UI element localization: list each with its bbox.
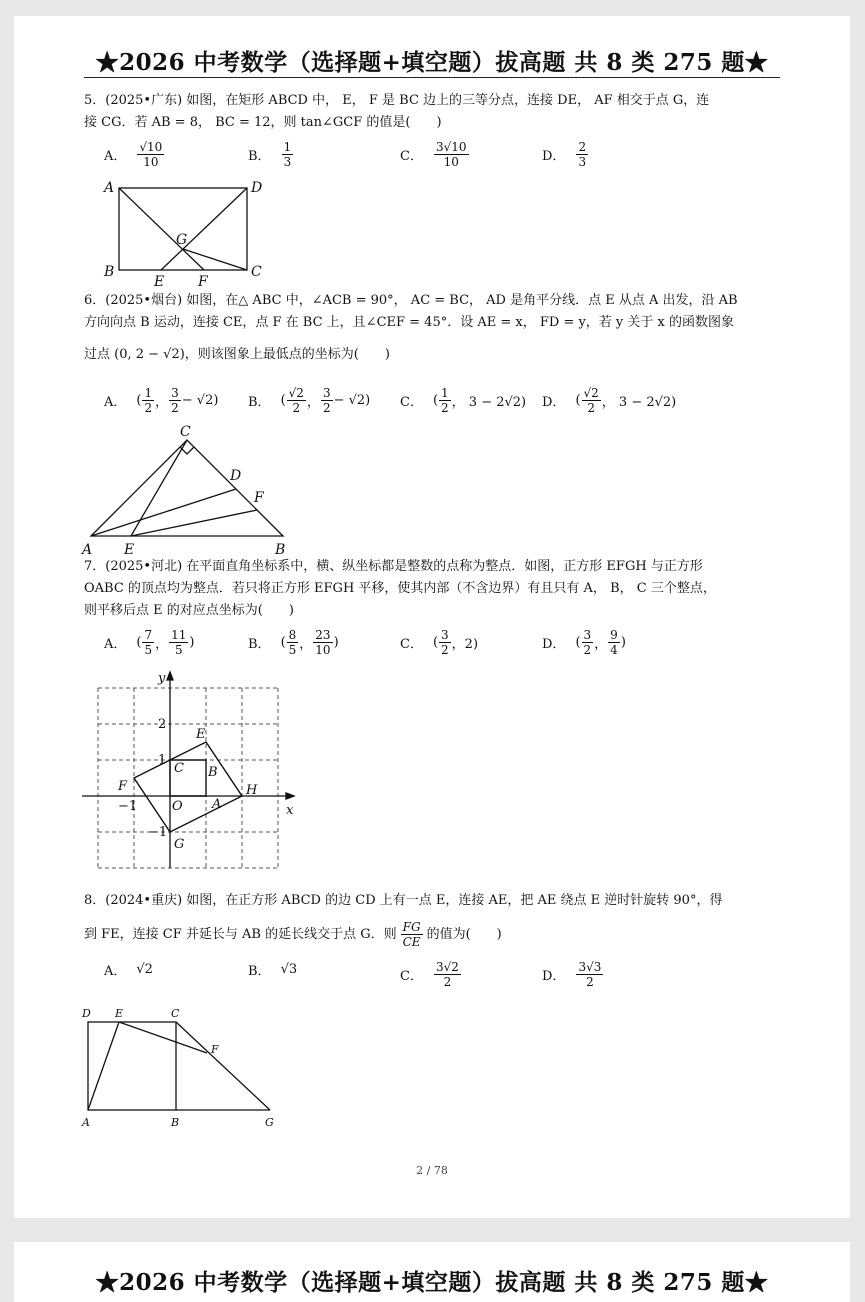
label-a: A [82, 542, 93, 558]
label-e: E [115, 1007, 124, 1020]
tick-minus1-x: −1 [118, 799, 138, 814]
q8-stem-line-2: 到 FE，连接 CF 并延长与 AB 的延长线交于点 G．则 $\frac{FG}{CE}$ 的值为( ) [84, 920, 502, 949]
segment-ef [131, 510, 257, 536]
label-f: F [211, 1043, 219, 1056]
segment-de [161, 188, 247, 270]
segment-cg [176, 1022, 270, 1110]
q5-rectangle-figure [94, 176, 294, 288]
q6-option-d[interactable]: D． ( $\frac{√2}{2}$ ， 3 − 2√2) [542, 386, 677, 415]
question-7-stem [84, 556, 778, 622]
q5-c-fraction: $\frac{3√10}{10}$ [435, 140, 467, 169]
label-d: D [230, 468, 242, 484]
q5-option-b[interactable]: B． $\frac{1}{3}$ [248, 140, 292, 169]
q7-option-d[interactable]: D． ( $\frac{3}{2}$ ， $\frac{9}{4}$ ) [542, 628, 626, 657]
label-d: D [251, 180, 263, 196]
label-h: H [246, 783, 258, 798]
q8-option-a[interactable]: A． √2 [104, 962, 153, 979]
q7-stem-line-1: 7．(2025•河北) 在平面直角坐标系中，横、纵坐标都是整数的点称为整点．如图，正方形 EFGH 与正方形 [84, 559, 703, 574]
q6-option-b[interactable]: B． ( $\frac{√2}{2}$ ， $\frac{3}{2}$ − √2) [248, 386, 371, 415]
question-5-options [104, 140, 778, 180]
label-b: B [171, 1116, 180, 1129]
q7-option-b[interactable]: B． ( $\frac{8}{5}$ ， $\frac{23}{10}$ ) [248, 628, 339, 657]
q5-option-a[interactable]: A． $\frac{√10}{10}$ [104, 140, 163, 169]
tick-minus1-y: −1 [148, 825, 168, 840]
square-abcd [88, 1022, 176, 1110]
q5-option-c[interactable]: C． $\frac{3√10}{10}$ [400, 140, 467, 169]
dashed-grid [98, 688, 278, 868]
q6-stem-line-2: 方向向点 B 运动，连接 CE，点 F 在 BC 上，且∠CEF = 45°．设 AE = x， FD = y，若 y 关于 x 的函数图象 [84, 315, 735, 330]
q8-option-b[interactable]: B． √3 [248, 962, 298, 979]
q7-coordinate-figure [78, 668, 308, 874]
label-b: B [208, 765, 218, 780]
label-c: C [174, 761, 184, 776]
q7-option-c[interactable]: C． ( $\frac{3}{2}$ ，2) [400, 628, 479, 657]
q6-stem-line-3: 过点 (0, 2 − √2)，则该图象上最低点的坐标为( ) [84, 347, 390, 362]
q5-option-d[interactable]: D． $\frac{2}{3}$ [542, 140, 587, 169]
label-g: G [174, 837, 185, 852]
q8-square-figure [78, 1006, 298, 1134]
q5-b-fraction: $\frac{1}{3}$ [283, 140, 292, 169]
square-efgh [134, 742, 242, 832]
question-6-stem [84, 290, 778, 366]
next-page-title: ★2026 中考数学（选择题+填空题）拔高题 共 8 类 275 题★ [95, 1269, 769, 1296]
document-page [14, 16, 850, 1218]
label-y: y [158, 671, 166, 686]
label-f: F [198, 274, 208, 288]
q5-stem-line-1: 5．(2025•广东) 如图，在矩形 ABCD 中， E， F 是 BC 边上的三等分点，连接 DE， AF 相交于点 G，连 [84, 93, 710, 108]
q7-option-a[interactable]: A． ( $\frac{7}{5}$ ， $\frac{11}{5}$ ) [104, 628, 195, 657]
y-axis-arrow [167, 672, 173, 680]
label-o: O [172, 799, 183, 814]
label-e: E [154, 274, 165, 288]
header-divider [84, 77, 780, 78]
q7-stem-line-2: OABC 的顶点均为整点．若只将正方形 EFGH 平移，使其内部（不含边界）有且只有 A， B， C 三个整点， [84, 581, 716, 596]
label-d: D [82, 1007, 91, 1020]
page-number: 2 / 78 [416, 1164, 448, 1177]
label-e: E [124, 542, 135, 558]
next-page-preview [14, 1242, 850, 1302]
q6-triangle-figure [76, 418, 316, 560]
q8-option-c[interactable]: C． $\frac{3√2}{2}$ [400, 960, 459, 989]
label-g: G [265, 1116, 274, 1129]
q6-option-c[interactable]: C． ( $\frac{1}{2}$ ， 3 − 2√2) [400, 386, 527, 415]
q8-option-d[interactable]: D． $\frac{3√3}{2}$ [542, 960, 602, 989]
segment-ae [88, 1022, 119, 1110]
question-8-stem [84, 890, 778, 949]
question-7-options [104, 628, 778, 668]
tick-1: 1 [158, 753, 167, 768]
segment-af [119, 188, 204, 270]
q5-stem-line-2: 接 CG．若 AB = 8， BC = 12，则 tan∠GCF 的值是( ) [84, 115, 442, 130]
label-c: C [251, 264, 262, 280]
q5-d-fraction: $\frac{2}{3}$ [578, 140, 587, 169]
rectangle-abcd [119, 188, 247, 270]
label-f: F [254, 490, 264, 506]
label-b: B [275, 542, 286, 558]
tick-2: 2 [158, 717, 167, 732]
label-x: x [286, 803, 294, 818]
label-a: A [212, 797, 222, 812]
label-c: C [180, 424, 191, 440]
q6-option-a[interactable]: A． ( $\frac{1}{2}$ ， $\frac{3}{2}$ − √2) [104, 386, 219, 415]
q8-stem-line-1: 8．(2024•重庆) 如图，在正方形 ABCD 的边 CD 上有一点 E，连接 AE，把 AE 绕点 E 逆时针旋转 90°，得 [84, 893, 723, 908]
label-b: B [104, 264, 115, 280]
question-5-stem [84, 90, 778, 134]
x-axis-arrow [286, 793, 294, 799]
question-8-options [104, 960, 778, 1000]
q7-stem-line-3: 则平移后点 E 的对应点坐标为( ) [84, 603, 294, 618]
label-c: C [171, 1007, 180, 1020]
q5-a-fraction: $\frac{√10}{10}$ [139, 140, 163, 169]
label-a: A [82, 1116, 90, 1129]
page-title: ★2026 中考数学（选择题+填空题）拔高题 共 8 类 275 题★ [95, 49, 769, 76]
label-e: E [196, 727, 206, 742]
q6-stem-line-1: 6．(2025•烟台) 如图，在△ ABC 中，∠ACB = 90°， AC = BC， AD 是角平分线．点 E 从点 A 出发，沿 AB [84, 293, 738, 308]
segment-ef [119, 1022, 207, 1053]
label-f: F [118, 779, 128, 794]
label-a: A [104, 180, 115, 196]
label-g: G [176, 232, 188, 248]
